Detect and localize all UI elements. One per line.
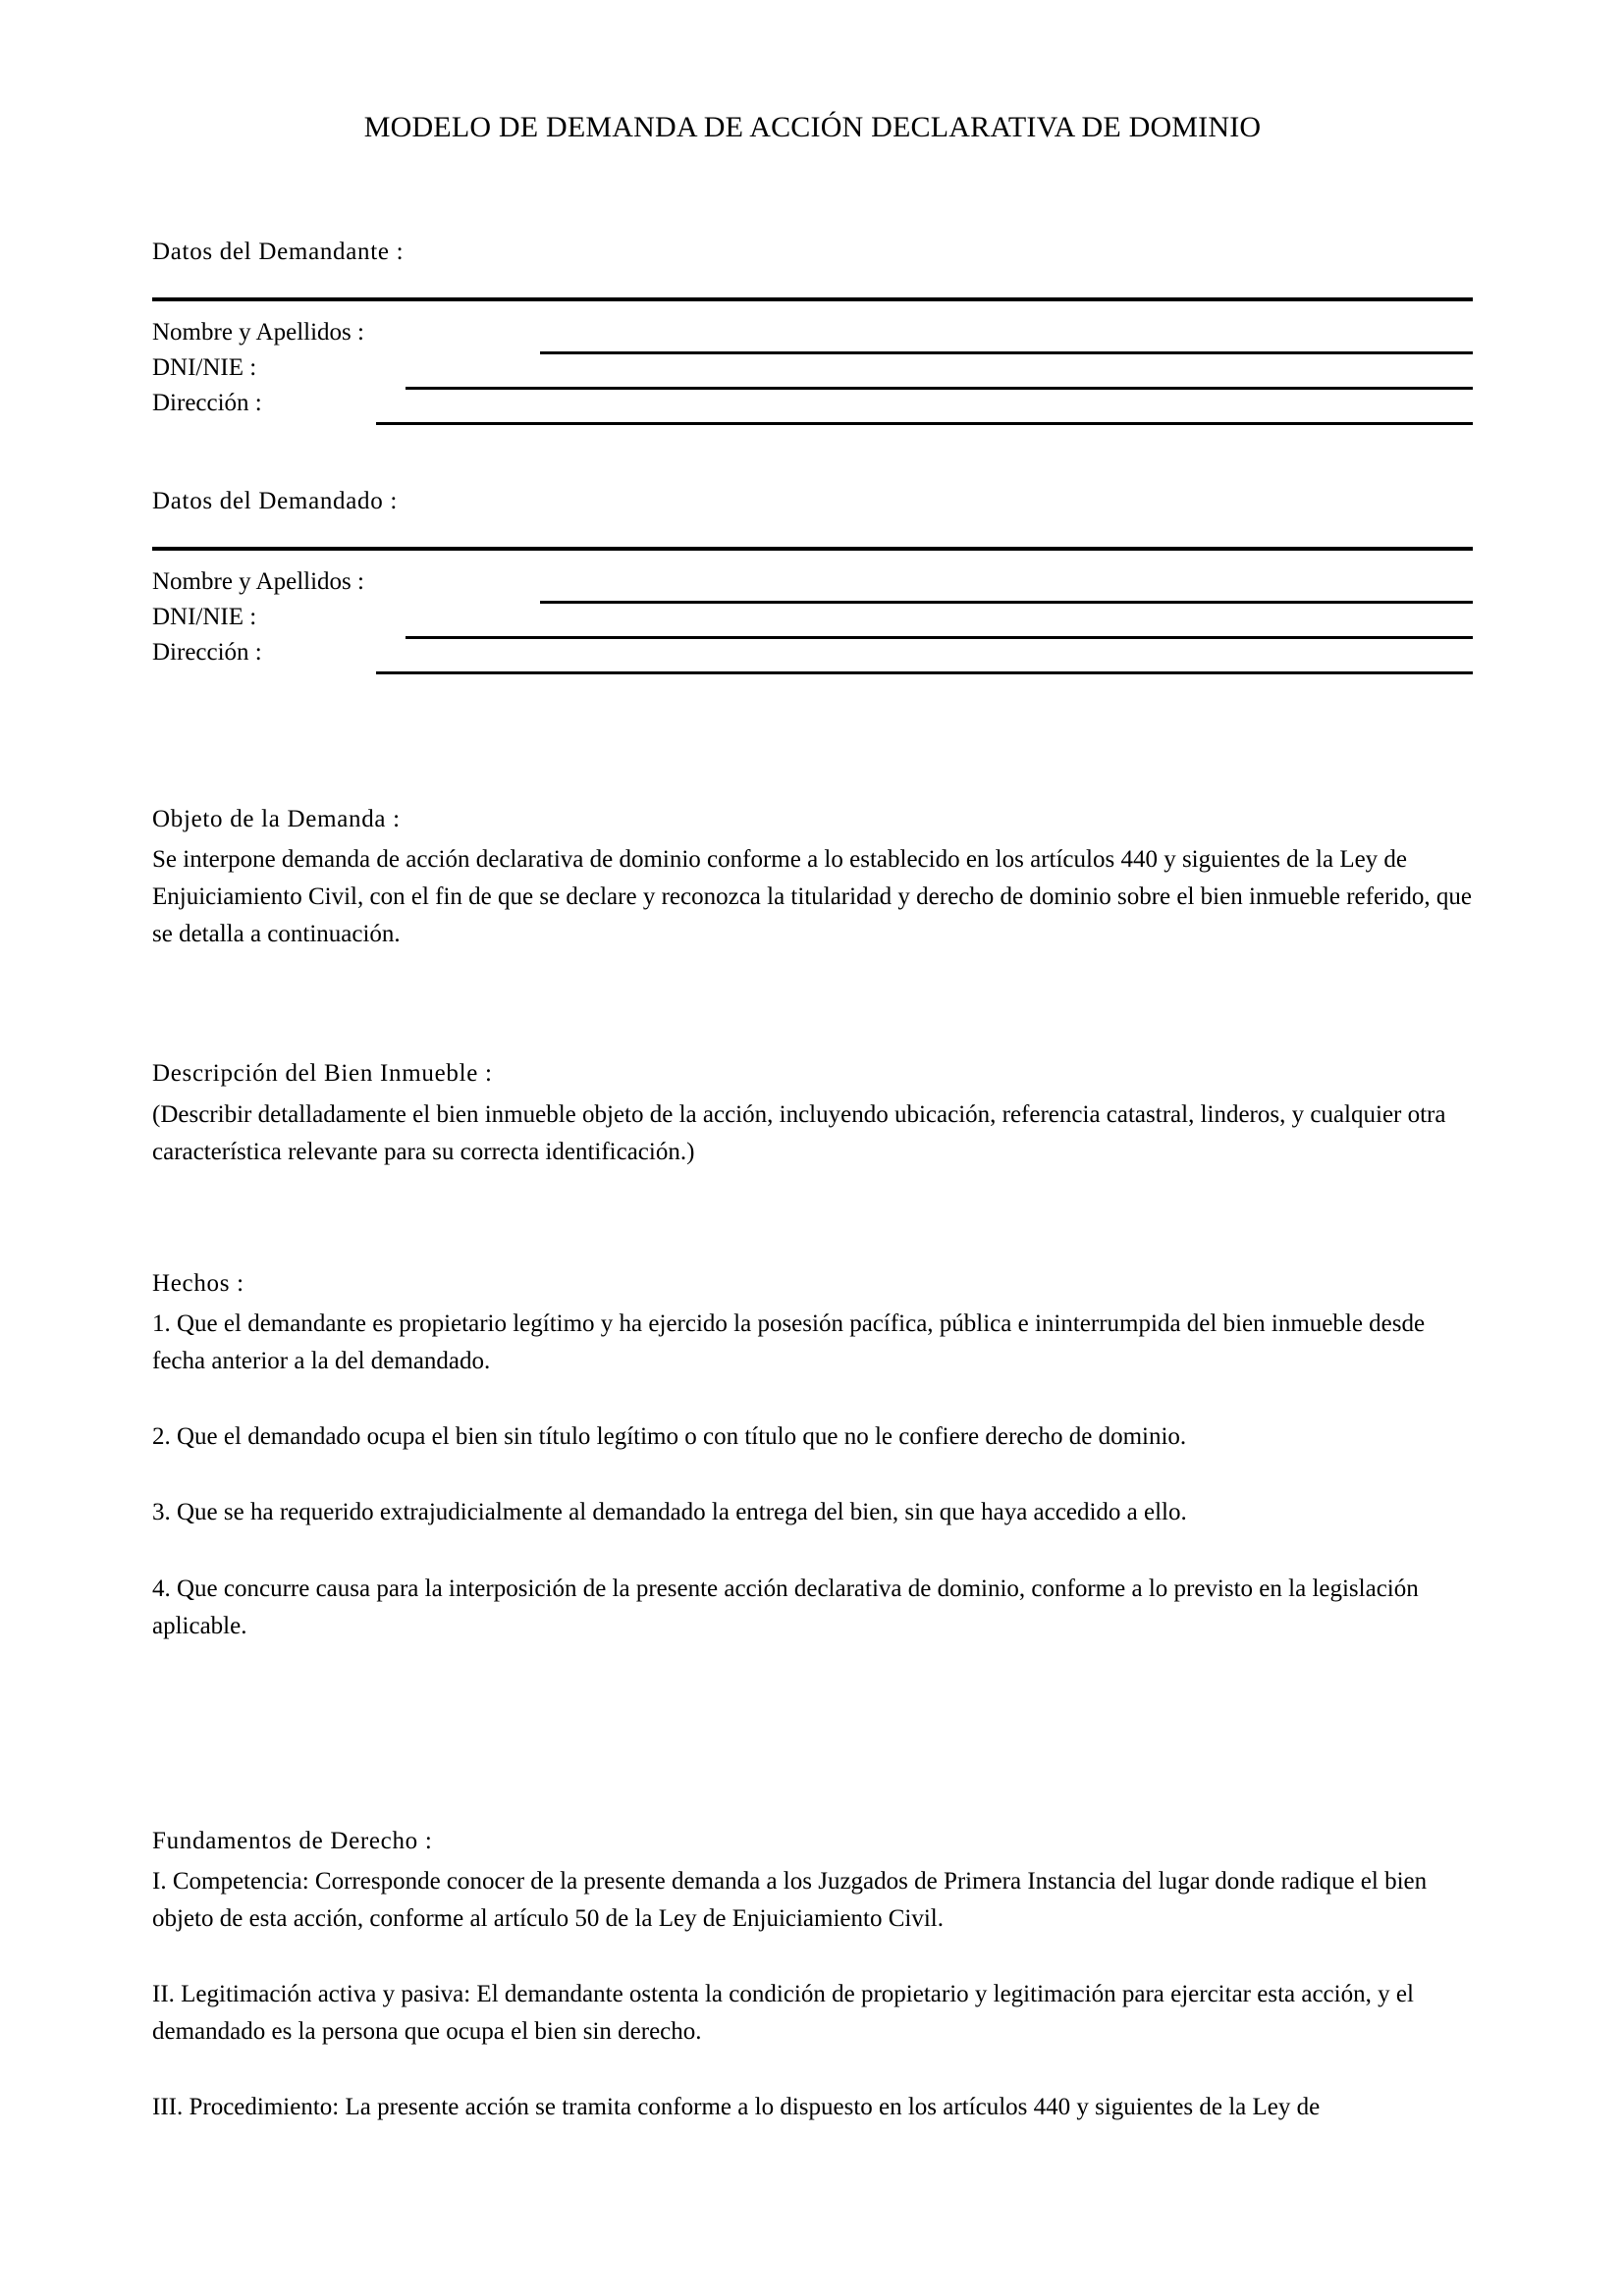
demandante-nombre-input-line[interactable] — [540, 351, 1473, 354]
hechos-item-2: 2. Que el demandado ocupa el bien sin título legítimo o con título que no le confiere derecho de dominio. — [152, 1423, 1187, 1450]
demandado-nombre-input-line[interactable] — [540, 601, 1473, 604]
descripcion-body-text: (Describir detalladamente el bien inmueble objeto de la acción, incluyendo ubicación, referencia catastral, linderos, y cualquier otra característica relevante para su correcta identificación.) — [152, 1101, 1446, 1165]
demandado-dni-input-line[interactable] — [406, 636, 1473, 639]
fundamentos-item-2: II. Legitimación activa y pasiva: El demandante ostenta la condición de propietario y legitimación para ejercitar esta acción, y el demandado es la persona que ocupa el bien sin derecho. — [152, 1981, 1414, 2045]
hechos-item-4: 4. Que concurre causa para la interposición de la presente acción declarativa de dominio, conforme a lo previsto en la legislación aplicable. — [152, 1575, 1419, 1639]
demandante-direccion-input-line[interactable] — [376, 422, 1473, 425]
hechos-item-1: 1. Que el demandante es propietario legítimo y ha ejercido la posesión pacífica, pública e ininterrumpida del bien inmueble desde fecha anterior a la del demandado. — [152, 1310, 1426, 1374]
demandante-dni-label: DNI/NIE : — [152, 354, 257, 381]
section-heading-hechos: Hechos : — [152, 1270, 244, 1297]
section-heading-demandante: Datos del Demandante : — [152, 239, 405, 265]
section-heading-demandado: Datos del Demandado : — [152, 488, 399, 514]
demandante-nombre-label: Nombre y Apellidos : — [152, 319, 364, 346]
demandado-direccion-label: Dirección : — [152, 639, 262, 666]
section-heading-descripcion: Descripción del Bien Inmueble : — [152, 1060, 493, 1087]
hechos-item-3: 3. Que se ha requerido extrajudicialmente al demandado la entrega del bien, sin que haya accedido a ello. — [152, 1499, 1187, 1525]
demandado-dni-label: DNI/NIE : — [152, 604, 257, 630]
demandado-nombre-label: Nombre y Apellidos : — [152, 568, 364, 595]
fundamentos-item-3: III. Procedimiento: La presente acción se tramita conforme a lo dispuesto en los artículos 440 y siguientes de la Ley de — [152, 2094, 1321, 2120]
page-title: MODELO DE DEMANDA DE ACCIÓN DECLARATIVA DE DOMINIO — [363, 111, 1262, 143]
section-heading-objeto: Objeto de la Demanda : — [152, 806, 401, 832]
demandante-divider-rule — [152, 297, 1473, 301]
section-heading-fundamentos: Fundamentos de Derecho : — [152, 1828, 433, 1854]
fundamentos-item-1: I. Competencia: Corresponde conocer de la presente demanda a los Juzgados de Primera Instancia del lugar donde radique el bien objeto de esta acción, conforme al artículo 50 de la Ley de Enjuiciamiento Civil. — [152, 1868, 1428, 1932]
demandado-direccion-input-line[interactable] — [376, 671, 1473, 674]
demandado-divider-rule — [152, 547, 1473, 551]
demandante-dni-input-line[interactable] — [406, 387, 1473, 390]
objeto-body-text: Se interpone demanda de acción declarativa de dominio conforme a lo establecido en los artículos 440 y siguientes de la Ley de Enjuiciamiento Civil, con el fin de que se declare y reconozca la titularidad y derecho de dominio sobre el bien inmueble referido, que se detalla a continuación. — [152, 846, 1472, 947]
demandante-direccion-label: Dirección : — [152, 390, 262, 416]
